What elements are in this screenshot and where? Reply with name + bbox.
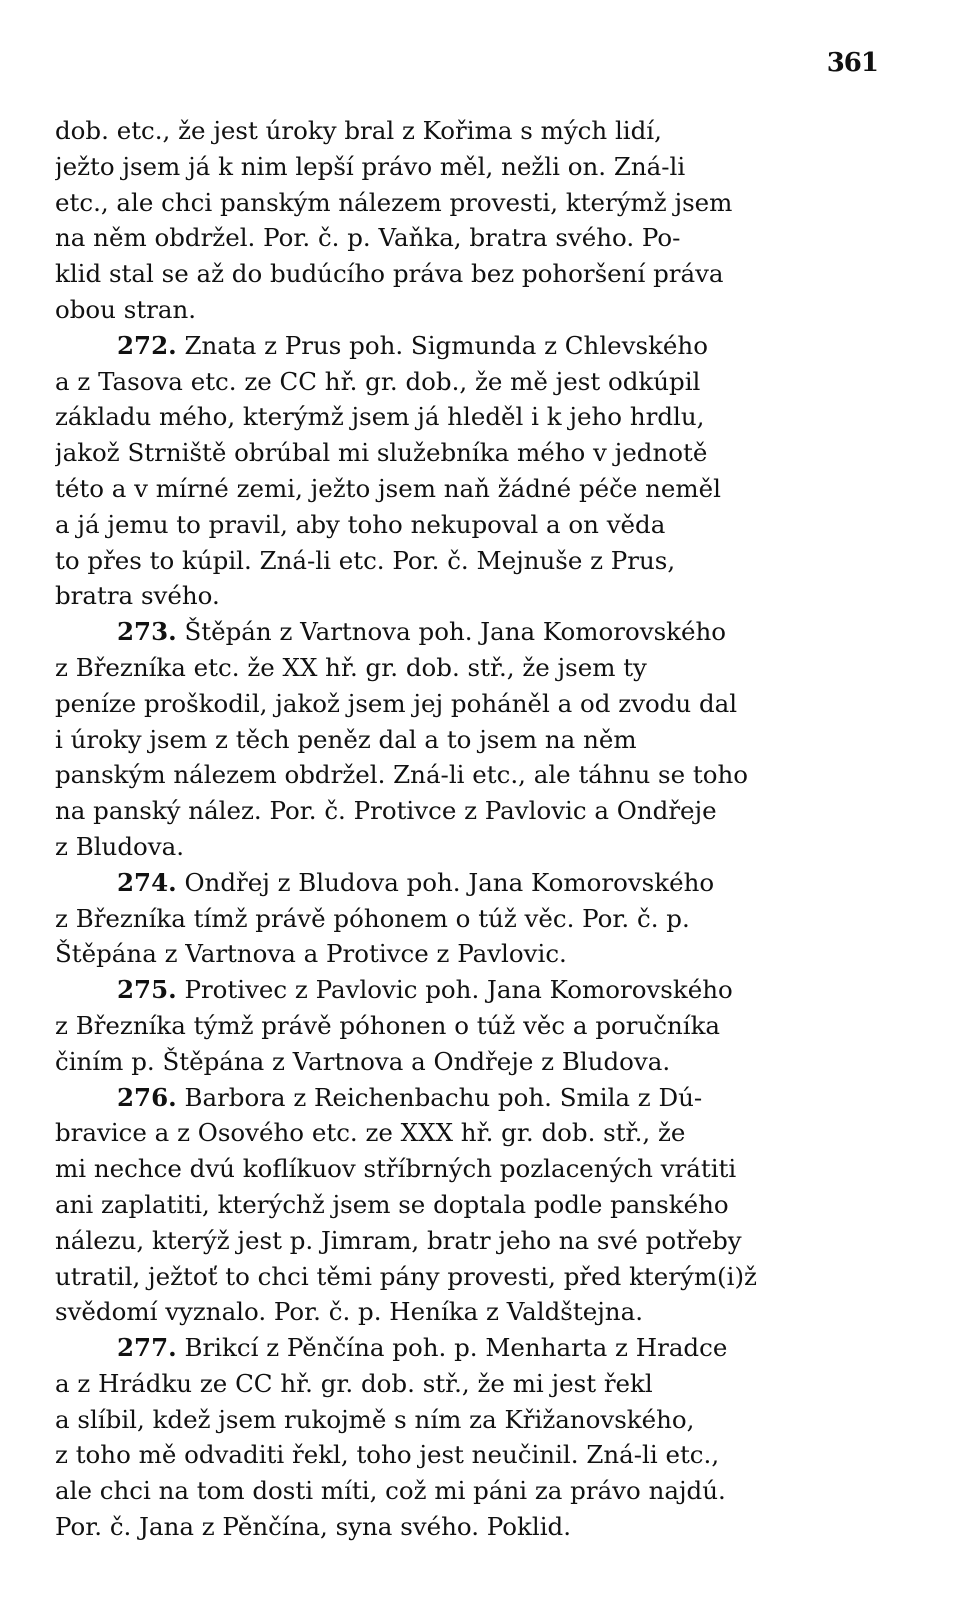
line-text: Ondřej z Bludova poh. Jana Komorovského bbox=[176, 867, 715, 897]
text-line bbox=[55, 829, 875, 865]
text-line bbox=[55, 1008, 875, 1044]
line-text: a z Tasova etc. ze CC hř. gr. dob., že mě jest odkúpil bbox=[55, 366, 701, 396]
line-text: bratra svého. bbox=[55, 581, 220, 611]
text-line bbox=[55, 578, 875, 614]
line-text: na něm obdržel. Por. č. p. Vaňka, bratra svého. Po- bbox=[55, 223, 681, 253]
text-line bbox=[55, 1366, 875, 1402]
text-line bbox=[55, 722, 875, 758]
text-line bbox=[55, 686, 875, 722]
entry-number: 272. bbox=[117, 330, 177, 360]
text-line bbox=[55, 507, 875, 543]
line-text: to přes to kúpil. Zná-li etc. Por. č. Mejnuše z Prus, bbox=[55, 545, 676, 575]
line-text: na panský nález. Por. č. Protivce z Pavlovic a Ondřeje bbox=[55, 796, 717, 826]
text-line bbox=[55, 1402, 875, 1438]
line-text: etc., ale chci panským nálezem provesti, kterýmž jsem bbox=[55, 187, 733, 217]
line-text: i úroky jsem z těch peněz dal a to jsem na něm bbox=[55, 724, 637, 754]
line-text: dob. etc., že jest úroky bral z Kořima s mých lidí, bbox=[55, 116, 662, 145]
line-text: a z Hrádku ze CC hř. gr. dob. stř., že mi jest řekl bbox=[55, 1368, 653, 1398]
entry-number: 274. bbox=[117, 867, 177, 897]
line-text: klid stal se až do budúcího práva bez pohoršení práva bbox=[55, 259, 724, 289]
text-line bbox=[55, 220, 875, 256]
text-line bbox=[55, 1115, 875, 1151]
text-line bbox=[55, 1187, 875, 1223]
text-line bbox=[55, 936, 875, 972]
line-text: Znata z Prus poh. Sigmunda z Chlevského bbox=[176, 330, 708, 360]
text-line bbox=[55, 901, 875, 937]
line-text: z Březníka tímž právě póhonem o túž věc. Por. č. p. bbox=[55, 903, 690, 933]
line-text: obou stran. bbox=[55, 294, 197, 324]
text-line bbox=[55, 364, 875, 400]
line-text: základu mého, kterýmž jsem já hleděl i k jeho hrdlu, bbox=[55, 402, 705, 432]
text-line bbox=[55, 1259, 875, 1295]
text-line bbox=[55, 1473, 875, 1509]
text-line bbox=[55, 113, 875, 149]
entry-start-line bbox=[55, 614, 875, 650]
line-text: a já jemu to pravil, aby toho nekupoval a on věda bbox=[55, 509, 666, 539]
line-text: Por. č. Jana z Pěnčína, syna svého. Poklid. bbox=[55, 1512, 572, 1542]
line-text: z Březníka týmž právě póhonen o túž věc a poručníka bbox=[55, 1010, 721, 1040]
text-line bbox=[55, 543, 875, 579]
line-text: Štěpána z Vartnova a Protivce z Pavlovic. bbox=[55, 939, 567, 969]
text-line bbox=[55, 793, 875, 829]
line-text: bravice a z Osového etc. ze XXX hř. gr. dob. stř., že bbox=[55, 1118, 686, 1148]
line-text: Barbora z Reichenbachu poh. Smila z Dú- bbox=[176, 1082, 703, 1112]
entry-number: 276. bbox=[117, 1082, 177, 1112]
line-text: Štěpán z Vartnova poh. Jana Komorovského bbox=[176, 617, 727, 647]
line-text: Brikcí z Pěnčína poh. p. Menharta z Hradce bbox=[176, 1333, 728, 1363]
text-line bbox=[55, 435, 875, 471]
line-text: ani zaplatiti, kterýchž jsem se doptala podle panského bbox=[55, 1189, 729, 1219]
line-text: ale chci na tom dosti míti, což mi páni za právo najdú. bbox=[55, 1476, 726, 1506]
line-text: a slíbil, kdež jsem rukojmě s ním za Křižanovského, bbox=[55, 1404, 695, 1434]
text-line bbox=[55, 1294, 875, 1330]
line-text: jakož Strniště obrúbal mi služebníka mého v jednotě bbox=[55, 438, 708, 468]
text-line bbox=[55, 1509, 875, 1545]
text-line bbox=[55, 149, 875, 185]
text-line bbox=[55, 256, 875, 292]
entry-start-line bbox=[55, 1330, 875, 1366]
entry-number: 273. bbox=[117, 617, 177, 647]
text-line bbox=[55, 399, 875, 435]
entry-number: 277. bbox=[117, 1333, 177, 1363]
line-text: z Bludova. bbox=[55, 831, 184, 861]
entry-number: 275. bbox=[117, 975, 177, 1005]
text-body bbox=[55, 113, 875, 1545]
text-line bbox=[55, 1437, 875, 1473]
page-number: 361 bbox=[826, 48, 878, 78]
text-line bbox=[55, 1151, 875, 1187]
text-line bbox=[55, 1044, 875, 1080]
entry-start-line bbox=[55, 865, 875, 901]
entry-start-line bbox=[55, 972, 875, 1008]
line-text: panským nálezem obdržel. Zná-li etc., ale táhnu se toho bbox=[55, 760, 749, 790]
text-line bbox=[55, 185, 875, 221]
text-line bbox=[55, 471, 875, 507]
entry-start-line bbox=[55, 328, 875, 364]
text-line bbox=[55, 292, 875, 328]
line-text: utratil, ježtoť to chci těmi pány provesti, před kterým(i)ž bbox=[55, 1261, 757, 1291]
text-line bbox=[55, 1223, 875, 1259]
entry-start-line bbox=[55, 1080, 875, 1116]
line-text: nálezu, kterýž jest p. Jimram, bratr jeho na své potřeby bbox=[55, 1225, 742, 1255]
line-text: Protivec z Pavlovic poh. Jana Komorovského bbox=[176, 975, 733, 1005]
line-text: mi nechce dvú koflíkuov stříbrných pozlacených vrátiti bbox=[55, 1154, 737, 1184]
line-text: peníze proškodil, jakož jsem jej poháněl a od zvodu dal bbox=[55, 688, 738, 718]
text-line bbox=[55, 757, 875, 793]
line-text: z toho mě odvaditi řekl, toho jest neučinil. Zná-li etc., bbox=[55, 1440, 720, 1470]
line-text: této a v mírné zemi, ježto jsem naň žádné péče neměl bbox=[55, 473, 721, 503]
text-line bbox=[55, 650, 875, 686]
line-text: ježto jsem já k nim lepší právo měl, nežli on. Zná-li bbox=[55, 151, 686, 181]
line-text: činím p. Štěpána z Vartnova a Ondřeje z Bludova. bbox=[55, 1046, 671, 1076]
line-text: z Březníka etc. že XX hř. gr. dob. stř., že jsem ty bbox=[55, 652, 647, 682]
line-text: svědomí vyznalo. Por. č. p. Heníka z Valdštejna. bbox=[55, 1297, 643, 1327]
